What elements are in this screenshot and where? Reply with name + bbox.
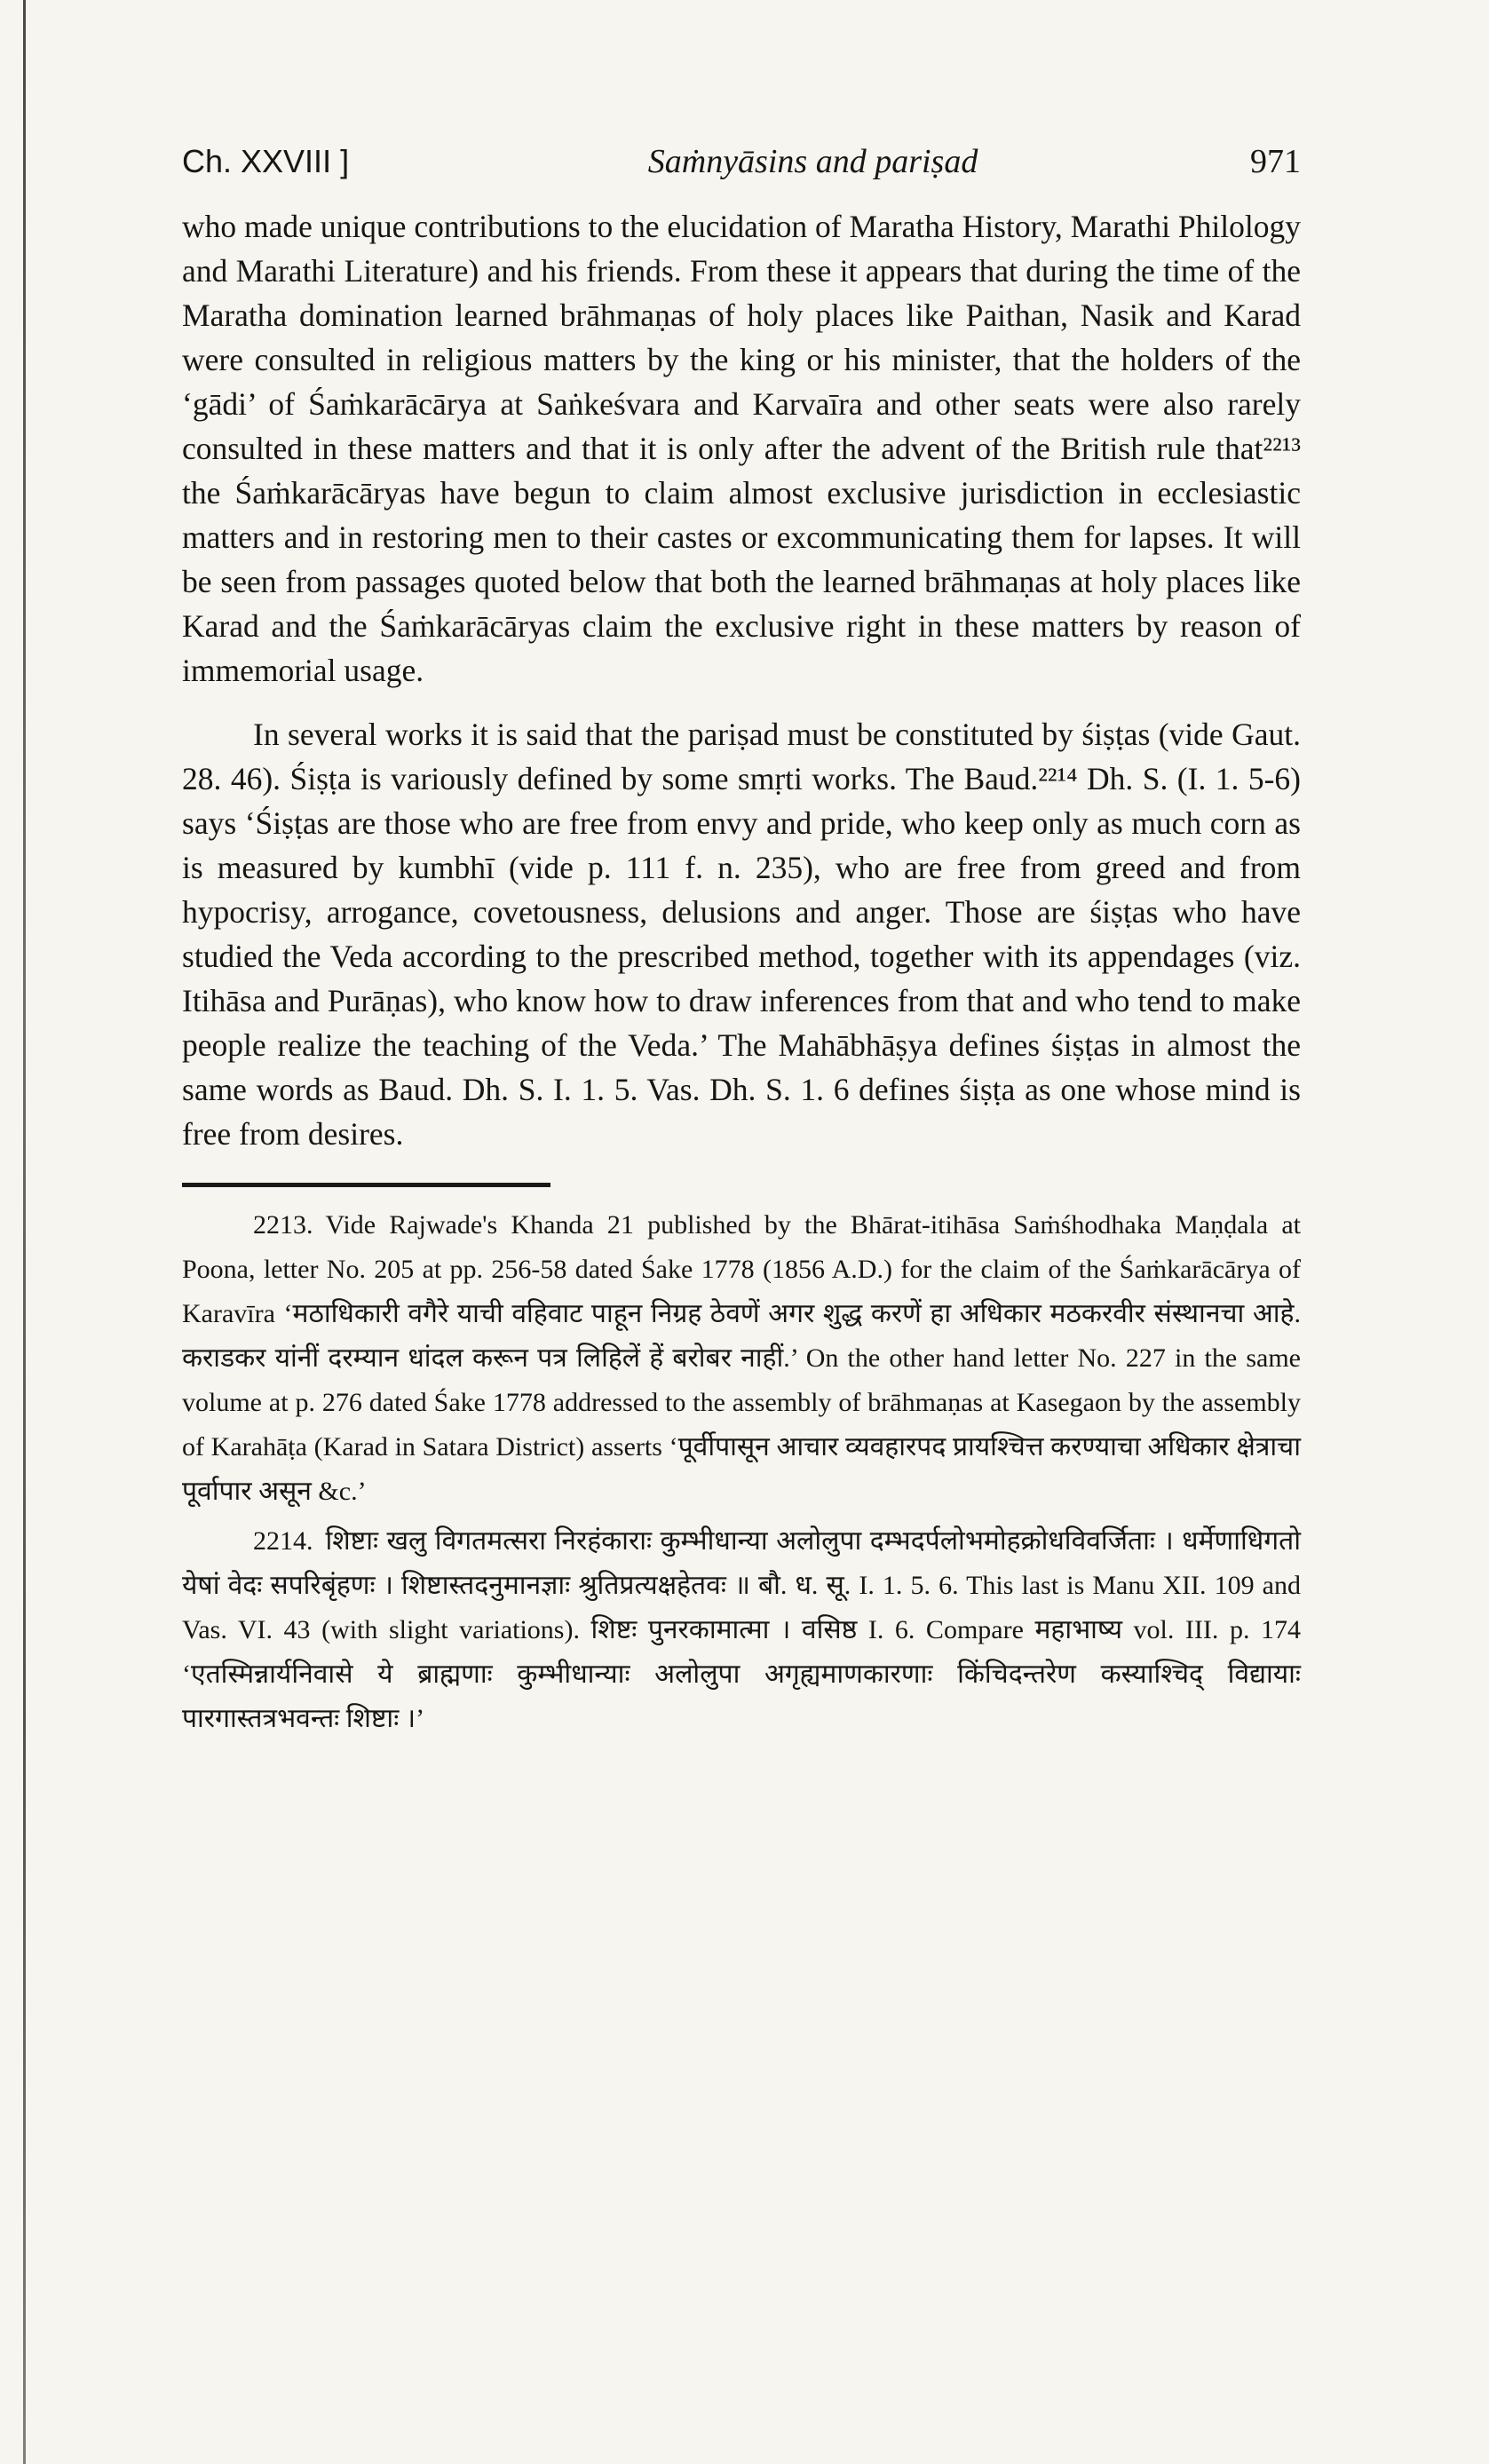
margin-scan-line xyxy=(23,0,26,2464)
footnote-divider xyxy=(182,1183,550,1187)
footnote-number: 2213. xyxy=(253,1210,313,1240)
chapter-label: Ch. XXVIII ] xyxy=(182,143,350,179)
footnote-2214 xyxy=(182,1519,1301,1741)
body-paragraph-2: In several works it is said that the pariṣad must be constituted by śiṣṭas (vide Gaut. 28. 46). Śiṣṭa is variously defined by some smṛti works. The Baud.²²¹⁴ Dh. S. (I. 1. 5-6) says ‘Śiṣṭas are those who are free from envy and pride, who keep only as much corn as is measured by kumbhī (vide p. 111 f. n. 235), who are free from greed and from hypocrisy, arrogance, covetousness, delusions and anger. Those are śiṣṭas who have studied the Veda according to the prescribed method, together with its appendages (viz. Itihāsa and Purāṇas), who know how to draw inferences from that and who tend to make people realize the teaching of the Veda.’ The Mahābhāṣya defines śiṣṭas in almost the same words as Baud. Dh. S. I. 1. 5. Vas. Dh. S. 1. 6 defines śiṣṭa as one whose mind is free from desires. xyxy=(182,717,1301,1152)
footnote-text: शिष्टाः खलु विगतमत्सरा निरहंकाराः कुम्भीधान्या अलोलुपा दम्भदर्पलोभमोहक्रोधविवर्जिताः । धर्मेणाधिगतो येषां वेदः सपरिबृंहणः । शिष्टास्तदनुमानज्ञाः श्रुतिप्रत्यक्षहेतवः ॥ बौ. ध. सू. I. 1. 5. 6. This last is Manu XII. 109 and Vas. VI. 43 (with slight variations). शिष्टः पुनरकामात्मा । वसिष्ठ I. 6. Compare महाभाष्य vol. III. p. 174 ‘एतस्मिन्नार्यनिवासे ये ब्राह्मणाः कुम्भीधान्याः अलोलुपा अगृह्यमाणकारणाः किंचिदन्तरेण कस्याश्चिद् विद्यायाः पारगास्तत्रभवन्तः शिष्टाः ।’ xyxy=(182,1526,1301,1733)
footnote-text: Vide Rajwade's Khanda 21 published by the Bhārat-itihāsa Saṁśhodhaka Maṇḍala at Poona, letter No. 205 at pp. 256-58 dated Śake 1778 (1856 A.D.) for the claim of the Śaṁkarācārya of Karavīra ‘मठाधिकारी वगैरे याची वहिवाट पाहून निग्रह ठेवणें अगर शुद्ध करणें हा अधिकार मठकरवीर संस्थानचा आहे. कराडकर यांनीं दरम्यान धांदल करून पत्र लिहिलें हें बरोबर नाहीं.’ On the other hand letter No. 227 in the same volume at p. 276 dated Śake 1778 addressed to the assembly of brāhmaṇas at Kasegaon by the assembly of Karahāṭa (Karad in Satara District) asserts ‘पूर्वीपासून आचार व्यवहारपद प्रायश्चित्त करण्याचा अधिकार क्षेत्राचा पूर्वापार असून &c.’ xyxy=(182,1210,1301,1506)
book-page xyxy=(182,142,1301,1741)
page-number: 971 xyxy=(1250,143,1301,180)
running-header xyxy=(182,142,1301,204)
body-paragraph-1: who made unique contributions to the elucidation of Maratha History, Marathi Philology and Marathi Literature) and his friends. From these it appears that during the time of the Maratha domination learned brāhmaṇas of holy places like Paithan, Nasik and Karad were consulted in religious matters by the king or his minister, that the holders of the ‘gādi’ of Śaṁkarācārya at Saṅkeśvara and Karvaīra and other seats were also rarely consulted in these matters and that it is only after the advent of the British rule that²²¹³ the Śaṁkarācāryas have begun to claim almost exclusive jurisdiction in ecclesiastic matters and in restoring men to their castes or excommunicating them for lapses. It will be seen from passages quoted below that both the learned brāhmaṇas at holy places like Karad and the Śaṁkarācāryas claim the exclusive right in these matters by reason of immemorial usage. xyxy=(182,209,1301,688)
running-title: Saṁnyāsins and pariṣad xyxy=(647,143,978,180)
footnote-2213 xyxy=(182,1203,1301,1514)
footnote-number: 2214. xyxy=(253,1526,313,1556)
